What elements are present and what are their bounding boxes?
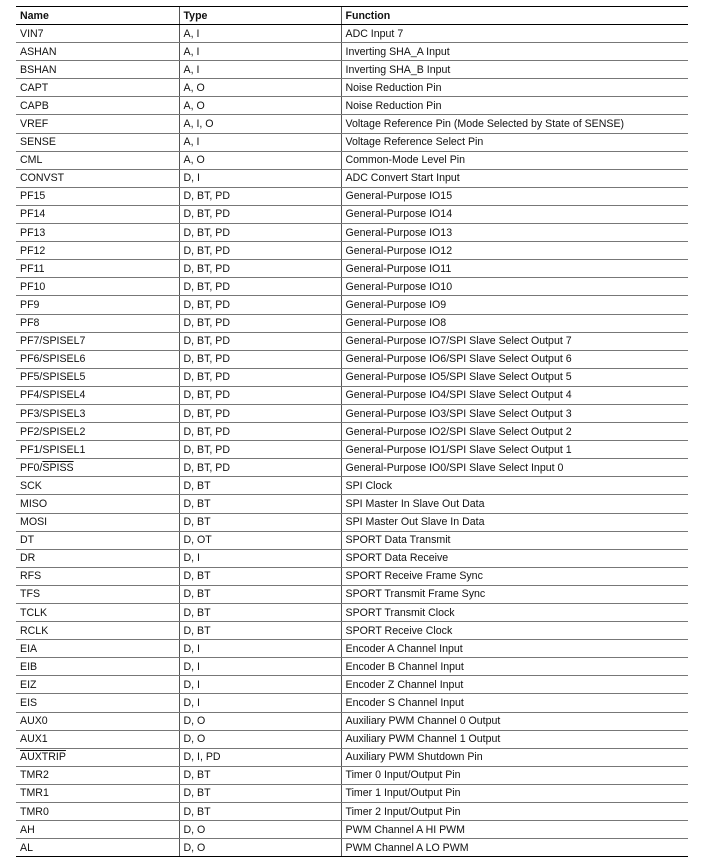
- pin-name-cell: [16, 694, 179, 712]
- pin-type-cell: D, BT, PD: [179, 296, 341, 314]
- pin-name: AUX0: [20, 715, 48, 728]
- pin-function-cell: Encoder Z Channel Input: [341, 676, 688, 694]
- table-row: [16, 784, 688, 802]
- pin-function-cell: General-Purpose IO15: [341, 187, 688, 205]
- pin-name: TFS: [20, 588, 41, 601]
- table-row: [16, 332, 688, 350]
- pin-function-cell: General-Purpose IO4/SPI Slave Select Output 4: [341, 386, 688, 404]
- pin-name: VREF: [20, 118, 49, 131]
- pin-name: PF9: [20, 298, 40, 311]
- table-row: [16, 133, 688, 151]
- pin-name-cell: [16, 712, 179, 730]
- pin-name-cell: [16, 676, 179, 694]
- pin-name-cell: [16, 730, 179, 748]
- pin-name: SCK: [20, 479, 42, 492]
- pin-function-cell: General-Purpose IO5/SPI Slave Select Output 5: [341, 368, 688, 386]
- pin-name: PF12: [20, 244, 46, 257]
- pin-function-cell: SPI Master In Slave Out Data: [341, 495, 688, 513]
- pin-name: PF3/SPISEL3: [20, 407, 86, 420]
- pin-function-cell: SPORT Receive Frame Sync: [341, 567, 688, 585]
- table-row: [16, 477, 688, 495]
- pin-name-cell: [16, 531, 179, 549]
- pin-function-cell: PWM Channel A HI PWM: [341, 821, 688, 839]
- pin-name-cell: [16, 25, 179, 43]
- pin-function-cell: Encoder B Channel Input: [341, 658, 688, 676]
- pin-function-cell: Noise Reduction Pin: [341, 79, 688, 97]
- pin-name-cell: [16, 640, 179, 658]
- pin-type-cell: D, BT, PD: [179, 404, 341, 422]
- pin-name-cell: [16, 567, 179, 585]
- pin-name-cell: [16, 766, 179, 784]
- pin-name-cell: [16, 495, 179, 513]
- pin-name-cell: [16, 97, 179, 115]
- pin-function-cell: Noise Reduction Pin: [341, 97, 688, 115]
- pin-type-cell: A, O: [179, 79, 341, 97]
- pin-name-cell: [16, 748, 179, 766]
- pin-name: PF5/SPISEL5: [20, 371, 86, 384]
- pin-name: PF10: [20, 280, 46, 293]
- pin-type-cell: D, BT, PD: [179, 242, 341, 260]
- pin-function-cell: SPORT Transmit Frame Sync: [341, 585, 688, 603]
- pin-name-cell: [16, 242, 179, 260]
- pin-name: VIN7: [20, 27, 44, 40]
- table-row: [16, 386, 688, 404]
- pin-type-cell: D, BT, PD: [179, 278, 341, 296]
- pin-name-cell: [16, 477, 179, 495]
- pin-name: TMR0: [20, 805, 49, 818]
- table-row: [16, 151, 688, 169]
- pin-name: BSHAN: [20, 63, 57, 76]
- pin-name-cell: [16, 404, 179, 422]
- pin-name-cell: [16, 43, 179, 61]
- pin-function-cell: General-Purpose IO2/SPI Slave Select Output 2: [341, 423, 688, 441]
- pin-function-cell: General-Purpose IO3/SPI Slave Select Output 3: [341, 404, 688, 422]
- pin-name-cell: [16, 187, 179, 205]
- pin-name: DR: [20, 552, 36, 565]
- pin-name: PF1/SPISEL1: [20, 443, 86, 456]
- pin-function-cell: Inverting SHA_B Input: [341, 61, 688, 79]
- table-row: [16, 676, 688, 694]
- table-row: [16, 459, 688, 477]
- pin-function-cell: ADC Input 7: [341, 25, 688, 43]
- pin-name-cell: [16, 133, 179, 151]
- table-row: [16, 640, 688, 658]
- table-row: [16, 839, 688, 857]
- pin-function-cell: General-Purpose IO6/SPI Slave Select Output 6: [341, 350, 688, 368]
- pin-name-cell: [16, 604, 179, 622]
- pin-type-cell: D, BT: [179, 766, 341, 784]
- pin-name: AH: [20, 823, 35, 836]
- pin-type-cell: D, BT: [179, 495, 341, 513]
- pin-name-cell: [16, 441, 179, 459]
- pin-name-active-low: SPISS: [42, 461, 74, 474]
- pin-name: MOSI: [20, 516, 48, 529]
- pin-type-cell: A, I: [179, 25, 341, 43]
- table-row: [16, 260, 688, 278]
- table-row: [16, 296, 688, 314]
- pin-type-cell: D, OT: [179, 531, 341, 549]
- table-row: [16, 748, 688, 766]
- pin-name: PF0/: [20, 461, 43, 474]
- pin-name: PF15: [20, 190, 46, 203]
- pin-name-cell: [16, 423, 179, 441]
- table-row: [16, 187, 688, 205]
- pin-type-cell: A, O: [179, 97, 341, 115]
- pin-type-cell: D, BT, PD: [179, 332, 341, 350]
- table-row: [16, 821, 688, 839]
- pin-name: EIS: [20, 697, 38, 710]
- pin-function-cell: Voltage Reference Pin (Mode Selected by State of SENSE): [341, 115, 688, 133]
- table-row: [16, 730, 688, 748]
- pin-function-cell: Auxiliary PWM Shutdown Pin: [341, 748, 688, 766]
- pin-type-cell: D, I: [179, 549, 341, 567]
- pin-name-cell: [16, 260, 179, 278]
- table-header-row: [16, 7, 688, 25]
- pin-function-cell: Encoder S Channel Input: [341, 694, 688, 712]
- pin-function-table: [16, 6, 688, 857]
- pin-function-cell: SPORT Transmit Clock: [341, 604, 688, 622]
- pin-function-cell: Auxiliary PWM Channel 1 Output: [341, 730, 688, 748]
- pin-name: AUX1: [20, 733, 48, 746]
- pin-name: PF4/SPISEL4: [20, 389, 86, 402]
- table-row: [16, 549, 688, 567]
- pin-name-cell: [16, 459, 179, 477]
- pin-function-cell: General-Purpose IO9: [341, 296, 688, 314]
- pin-type-cell: D, I: [179, 694, 341, 712]
- pin-name-cell: [16, 513, 179, 531]
- pin-function-cell: Inverting SHA_A Input: [341, 43, 688, 61]
- pin-name: TMR1: [20, 787, 49, 800]
- pin-name-cell: [16, 386, 179, 404]
- pin-type-cell: D, BT: [179, 784, 341, 802]
- pin-type-cell: D, BT, PD: [179, 187, 341, 205]
- pin-function-cell: General-Purpose IO1/SPI Slave Select Output 1: [341, 441, 688, 459]
- pin-type-cell: D, BT, PD: [179, 260, 341, 278]
- pin-name-cell: [16, 224, 179, 242]
- pin-name: PF13: [20, 226, 46, 239]
- table-row: [16, 25, 688, 43]
- pin-name-cell: [16, 296, 179, 314]
- pin-function-cell: General-Purpose IO14: [341, 205, 688, 223]
- pin-function-cell: General-Purpose IO12: [341, 242, 688, 260]
- pin-name-cell: [16, 314, 179, 332]
- pin-name-cell: [16, 79, 179, 97]
- pin-type-cell: D, BT, PD: [179, 459, 341, 477]
- column-header-function: Function: [341, 7, 688, 25]
- column-header-type: Type: [179, 7, 341, 25]
- pin-type-cell: D, I, PD: [179, 748, 341, 766]
- pin-type-cell: D, BT, PD: [179, 441, 341, 459]
- pin-name-cell: [16, 658, 179, 676]
- pin-type-cell: D, O: [179, 839, 341, 857]
- table-row: [16, 513, 688, 531]
- pin-type-cell: A, I: [179, 61, 341, 79]
- pin-function-cell: SPORT Data Transmit: [341, 531, 688, 549]
- pin-name-cell: [16, 350, 179, 368]
- pin-function-cell: SPORT Data Receive: [341, 549, 688, 567]
- pin-type-cell: A, I: [179, 43, 341, 61]
- table-row: [16, 423, 688, 441]
- pin-type-cell: D, BT, PD: [179, 423, 341, 441]
- table-row: [16, 97, 688, 115]
- table-row: [16, 169, 688, 187]
- table-row: [16, 585, 688, 603]
- pin-function-table-container: [16, 6, 688, 857]
- pin-type-cell: D, O: [179, 712, 341, 730]
- table-row: [16, 205, 688, 223]
- table-row: [16, 314, 688, 332]
- pin-name: AL: [20, 841, 33, 854]
- table-row: [16, 350, 688, 368]
- pin-name-cell: [16, 839, 179, 857]
- table-row: [16, 712, 688, 730]
- pin-name: RFS: [20, 570, 42, 583]
- pin-function-cell: SPI Master Out Slave In Data: [341, 513, 688, 531]
- table-row: [16, 224, 688, 242]
- pin-name: PF2/SPISEL2: [20, 425, 86, 438]
- pin-name: TMR2: [20, 769, 49, 782]
- table-row: [16, 531, 688, 549]
- pin-function-cell: PWM Channel A LO PWM: [341, 839, 688, 857]
- pin-type-cell: D, BT: [179, 513, 341, 531]
- pin-function-cell: Timer 0 Input/Output Pin: [341, 766, 688, 784]
- pin-name: SENSE: [20, 136, 56, 149]
- pin-type-cell: D, BT: [179, 604, 341, 622]
- table-body: [16, 25, 688, 857]
- pin-name: TCLK: [20, 606, 48, 619]
- pin-type-cell: D, BT, PD: [179, 386, 341, 404]
- table-row: [16, 567, 688, 585]
- pin-name: DT: [20, 534, 35, 547]
- pin-type-cell: A, I: [179, 133, 341, 151]
- pin-name: CAPT: [20, 81, 49, 94]
- column-header-name: Name: [16, 7, 179, 25]
- pin-type-cell: D, BT, PD: [179, 205, 341, 223]
- pin-function-cell: ADC Convert Start Input: [341, 169, 688, 187]
- pin-name-cell: [16, 784, 179, 802]
- table-row: [16, 43, 688, 61]
- pin-function-cell: General-Purpose IO11: [341, 260, 688, 278]
- pin-name-cell: [16, 169, 179, 187]
- pin-name: RCLK: [20, 624, 49, 637]
- pin-type-cell: D, I: [179, 676, 341, 694]
- pin-type-cell: D, BT: [179, 477, 341, 495]
- pin-type-cell: A, I, O: [179, 115, 341, 133]
- pin-name-cell: [16, 368, 179, 386]
- pin-type-cell: D, I: [179, 640, 341, 658]
- pin-function-cell: Voltage Reference Select Pin: [341, 133, 688, 151]
- pin-name-cell: [16, 585, 179, 603]
- table-row: [16, 622, 688, 640]
- pin-name-active-low: AUXTRIP: [20, 751, 66, 764]
- pin-name: PF14: [20, 208, 46, 221]
- pin-type-cell: D, I: [179, 169, 341, 187]
- pin-name: CAPB: [20, 99, 49, 112]
- pin-type-cell: D, O: [179, 730, 341, 748]
- pin-name-cell: [16, 205, 179, 223]
- pin-type-cell: D, BT, PD: [179, 314, 341, 332]
- pin-function-cell: General-Purpose IO0/SPI Slave Select Input 0: [341, 459, 688, 477]
- table-row: [16, 242, 688, 260]
- pin-name-cell: [16, 803, 179, 821]
- pin-name: PF7/SPISEL7: [20, 335, 86, 348]
- pin-function-cell: Auxiliary PWM Channel 0 Output: [341, 712, 688, 730]
- table-row: [16, 368, 688, 386]
- pin-name-cell: [16, 332, 179, 350]
- pin-function-cell: Timer 1 Input/Output Pin: [341, 784, 688, 802]
- pin-function-cell: Encoder A Channel Input: [341, 640, 688, 658]
- pin-function-cell: Common-Mode Level Pin: [341, 151, 688, 169]
- pin-type-cell: D, BT: [179, 567, 341, 585]
- table-row: [16, 441, 688, 459]
- table-row: [16, 658, 688, 676]
- pin-name: CML: [20, 154, 43, 167]
- pin-name-cell: [16, 622, 179, 640]
- pin-name: PF11: [20, 262, 45, 275]
- pin-type-cell: A, O: [179, 151, 341, 169]
- pin-type-cell: D, O: [179, 821, 341, 839]
- table-row: [16, 115, 688, 133]
- table-row: [16, 694, 688, 712]
- pin-type-cell: D, BT, PD: [179, 350, 341, 368]
- pin-name: MISO: [20, 497, 48, 510]
- pin-type-cell: D, BT: [179, 622, 341, 640]
- pin-function-cell: General-Purpose IO13: [341, 224, 688, 242]
- pin-function-cell: SPI Clock: [341, 477, 688, 495]
- table-row: [16, 61, 688, 79]
- table-row: [16, 79, 688, 97]
- pin-type-cell: D, I: [179, 658, 341, 676]
- pin-name-cell: [16, 151, 179, 169]
- pin-function-cell: SPORT Receive Clock: [341, 622, 688, 640]
- pin-type-cell: D, BT: [179, 803, 341, 821]
- pin-name-cell: [16, 278, 179, 296]
- pin-name-cell: [16, 821, 179, 839]
- pin-function-cell: General-Purpose IO10: [341, 278, 688, 296]
- table-row: [16, 495, 688, 513]
- pin-name: CONVST: [20, 172, 65, 185]
- table-row: [16, 803, 688, 821]
- pin-name: EIA: [20, 642, 38, 655]
- pin-name-cell: [16, 115, 179, 133]
- table-row: [16, 766, 688, 784]
- table-row: [16, 604, 688, 622]
- pin-name: EIB: [20, 660, 38, 673]
- pin-type-cell: D, BT, PD: [179, 224, 341, 242]
- pin-name: EIZ: [20, 678, 37, 691]
- table-row: [16, 404, 688, 422]
- pin-function-cell: General-Purpose IO7/SPI Slave Select Output 7: [341, 332, 688, 350]
- pin-function-cell: Timer 2 Input/Output Pin: [341, 803, 688, 821]
- pin-name-cell: [16, 61, 179, 79]
- pin-name-cell: [16, 549, 179, 567]
- pin-name: PF6/SPISEL6: [20, 353, 86, 366]
- pin-name: PF8: [20, 317, 40, 330]
- pin-function-cell: General-Purpose IO8: [341, 314, 688, 332]
- table-row: [16, 278, 688, 296]
- pin-type-cell: D, BT, PD: [179, 368, 341, 386]
- pin-name: ASHAN: [20, 45, 57, 58]
- pin-type-cell: D, BT: [179, 585, 341, 603]
